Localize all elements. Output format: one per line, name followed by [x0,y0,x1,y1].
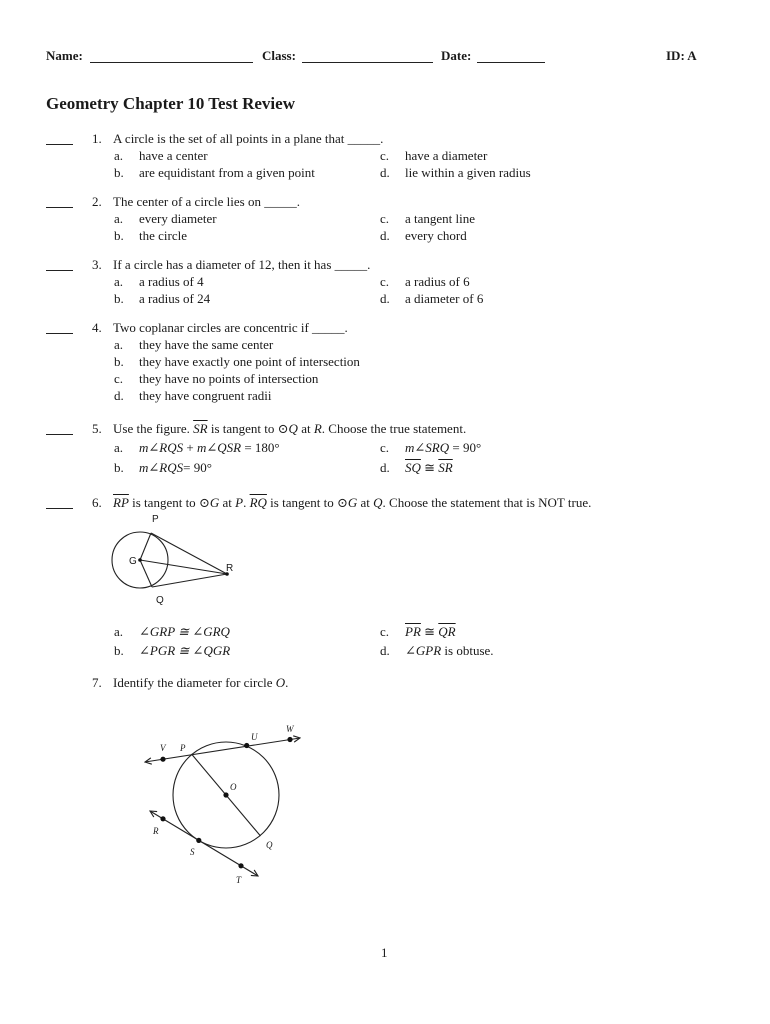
text-segment: = 90° [449,440,482,455]
choice-text: a radius of 24 [139,291,211,306]
choice-letter: d. [380,228,390,243]
class-blank [302,50,433,63]
angle-measure: m∠SRQ [405,440,450,455]
label-r: R [153,826,159,836]
q6-figure [100,505,250,610]
choice-letter: a. [114,211,124,226]
point-g: G [209,495,220,510]
angle-gpr: ∠GPR [405,643,442,658]
angle-measure: m∠RQS [139,440,184,455]
point-g: G [347,495,358,510]
point-w-dot [287,737,292,742]
text-segment: is tangent to [266,495,337,510]
point-r: R [313,421,322,436]
label-s: S [190,847,195,857]
text-segment: ≅ [420,460,439,475]
question-text [113,421,466,437]
label-p: P [180,743,186,753]
text-segment: ≅ [420,624,439,639]
choice-text: have a diameter [405,148,488,163]
choice-letter: b. [114,228,124,243]
text-segment: + [183,440,197,455]
circle-symbol: ⊙ [336,495,348,510]
question-text: The center of a circle lies on _____. [113,194,300,209]
choice-letter: b. [114,460,124,475]
choice-letter: d. [380,460,390,475]
segment-rp: $\overline{RP}$ [113,495,129,510]
angle-measure: m∠RQS [139,460,184,475]
question-text: If a circle has a diameter of 12, then it has _____. [113,257,371,272]
page-title: Geometry Chapter 10 Test Review [46,94,295,113]
id-label: ID: A [666,48,697,63]
text-segment: . [243,495,250,510]
choice-text: have a center [139,148,208,163]
point-o-dot [223,792,228,797]
date-blank [477,50,545,63]
choice-letter: c. [380,624,390,639]
question-number: 4. [92,320,102,335]
choice-letter: a. [114,440,124,455]
point-v-dot [160,757,165,762]
choice-text: a radius of 4 [139,274,204,289]
choice-text: they have the same center [139,337,274,352]
choice-letter: b. [114,643,124,658]
label-q: Q [156,595,164,606]
choice-letter: d. [380,643,390,658]
choice-letter: b. [114,291,124,306]
choice-text: a tangent line [405,211,476,226]
question-text: A circle is the set of all points in a plane that _____. [113,131,384,146]
label-r: R [226,563,234,574]
choice-letter: d. [380,165,390,180]
answer-blank [46,321,73,334]
question-text [113,675,288,691]
segment-rq: $\overline{RQ}$ [249,495,267,510]
choice-text [405,460,453,476]
circle-symbol: ⊙ [277,421,289,436]
point-t-dot [238,863,243,868]
choice-text: they have exactly one point of intersection [139,354,360,369]
text-segment: = 180° [241,440,280,455]
choice-letter: c. [380,440,390,455]
point-r-dot [160,816,165,821]
segment-sq: $\overline{SQ}$ [405,460,421,475]
answer-blank [46,258,73,271]
q7-figure [140,720,315,890]
text-segment: at [297,421,314,436]
text-segment: . Choose the statement that is NOT true. [382,495,592,510]
choice-letter: a. [114,274,124,289]
choice-letter: d. [114,388,124,403]
label-o: O [230,782,237,792]
choice-letter: c. [380,274,390,289]
text-segment: . [285,675,289,690]
text-segment: is tangent to [207,421,278,436]
angle-measure: m∠QSR [196,440,242,455]
text-segment: = 90° [183,460,212,475]
choice-text: ∠GRP ≅ ∠GRQ [139,624,230,639]
segment-pr: $\overline{PR}$ [405,624,421,639]
answer-blank [46,422,73,435]
question-number: 3. [92,257,102,272]
choice-text [139,460,212,476]
circle-symbol: ⊙ [198,495,210,510]
text-segment: at [219,495,236,510]
choice-text: are equidistant from a given point [139,165,315,180]
choice-letter: a. [114,148,124,163]
choice-letter: b. [114,354,124,369]
class-label: Class: [262,48,296,63]
choice-text: the circle [139,228,187,243]
choice-text: lie within a given radius [405,165,531,180]
choice-text: every diameter [139,211,217,226]
answer-blank [46,132,73,145]
radius-gp [140,533,151,560]
choice-text [139,440,280,456]
question-text: Two coplanar circles are concentric if _____. [113,320,348,335]
choice-text: a radius of 6 [405,274,470,289]
choice-text: they have congruent radii [139,388,272,403]
choice-letter: c. [114,371,124,386]
choice-text [405,643,494,659]
choice-text [405,440,481,456]
choice-letter: b. [114,165,124,180]
text-segment: is tangent to [128,495,199,510]
page-number: 1 [381,945,388,960]
choice-text [405,624,456,640]
point-q: Q [288,421,298,436]
question-number: 1. [92,131,102,146]
radius-gq [140,560,152,587]
segment-sr: $\overline{SR}$ [193,421,208,436]
question-number: 7. [92,675,102,690]
choice-letter: a. [114,624,124,639]
date-label: Date: [441,48,472,63]
answer-blank [46,496,73,509]
answer-blank [46,195,73,208]
text-segment: is obtuse. [441,643,494,658]
label-g: G [129,556,137,567]
text-segment: Identify the diameter for circle [113,675,276,690]
choice-letter: d. [380,291,390,306]
point-s-dot [196,838,201,843]
choice-text: ∠PGR ≅ ∠QGR [139,643,231,658]
segment-sr: $\overline{SR}$ [438,460,453,475]
label-q: Q [266,840,273,850]
label-v: V [160,743,166,753]
choice-text: every chord [405,228,467,243]
label-p: P [152,514,159,525]
label-t: T [236,875,242,885]
point-p: P [235,495,244,510]
question-number: 2. [92,194,102,209]
label-u: U [251,732,258,742]
choice-letter: c. [380,148,390,163]
name-label: Name: [46,48,83,63]
question-number: 6. [92,495,102,510]
choice-letter: a. [114,337,124,352]
choice-text: a diameter of 6 [405,291,484,306]
choice-letter: c. [380,211,390,226]
point-o: O [275,675,286,690]
text-segment: Use the figure. [113,421,194,436]
choice-text: they have no points of intersection [139,371,319,386]
text-segment: . Choose the true statement. [321,421,467,436]
label-w: W [286,724,294,734]
point-q: Q [373,495,383,510]
name-blank [90,50,253,63]
text-segment: at [357,495,374,510]
segment-qr: $\overline{QR}$ [438,624,456,639]
point-u-dot [244,743,249,748]
point-g-dot [138,558,142,562]
question-number: 5. [92,421,102,436]
